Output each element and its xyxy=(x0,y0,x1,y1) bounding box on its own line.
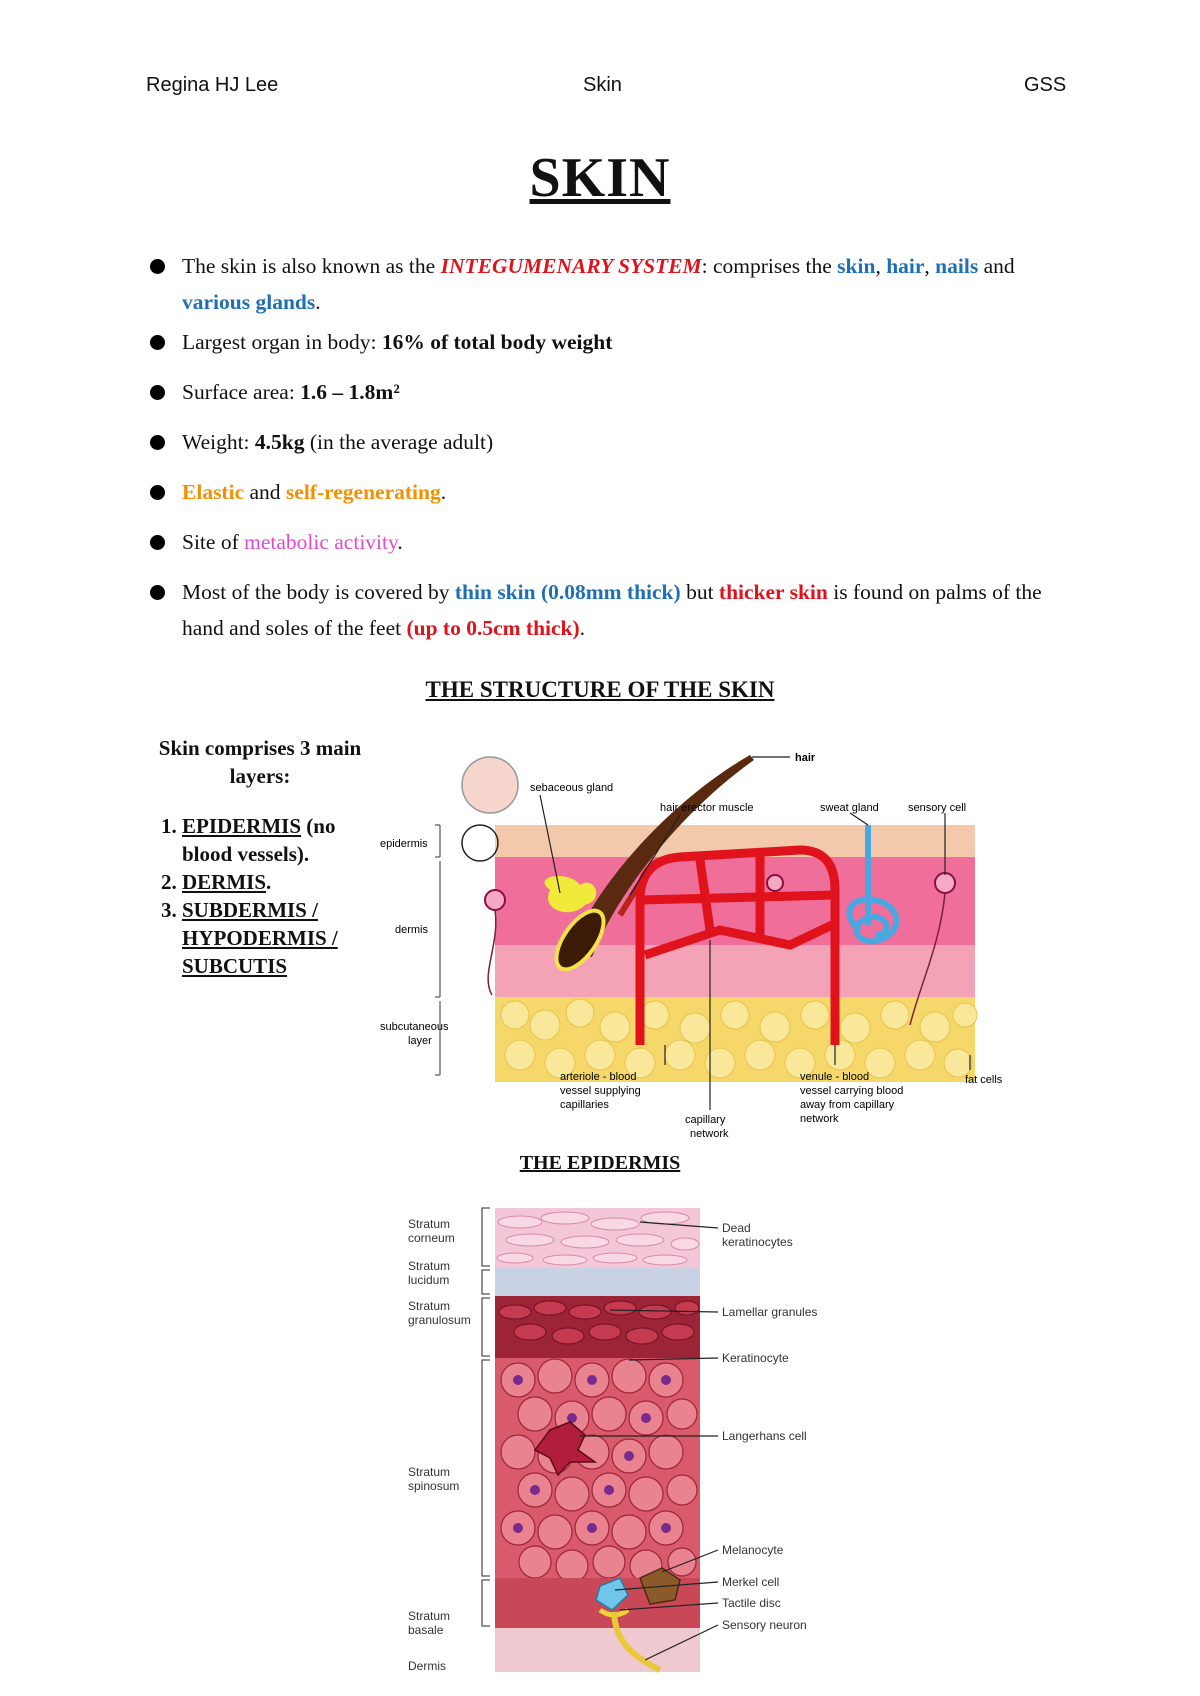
stratum-lucidum-band xyxy=(495,1268,700,1296)
label-stratum-granulosum: Stratum xyxy=(408,1299,451,1313)
label-stratum-corneum: Stratum xyxy=(408,1217,451,1231)
label-stratum-spinosum: Stratum xyxy=(408,1465,451,1479)
bullet-icon xyxy=(150,535,165,550)
label-sweat: sweat gland xyxy=(820,802,879,814)
fact-surface-area: Surface area: 1.6 – 1.8m² xyxy=(150,374,1060,410)
label-dead-keratinocytes-2: keratinocytes xyxy=(722,1235,793,1249)
layer-item: 3. SUBDERMIS / HYPODERMIS / SUBCUTIS xyxy=(182,896,380,980)
label-keratinocyte: Keratinocyte xyxy=(722,1351,789,1365)
label-subcut: subcutaneous xyxy=(380,1021,449,1033)
label-epidermis: epidermis xyxy=(380,838,428,850)
label-venule-3: away from capillary xyxy=(800,1099,895,1111)
header-school: GSS xyxy=(1024,74,1067,96)
fact-thickness: Most of the body is covered by thin skin (0.08mm thick) but thicker skin is found on palms of the hand and soles of the feet (up to 0.5cm thick). xyxy=(150,574,1060,646)
label-stratum-corneum-2: corneum xyxy=(408,1231,455,1245)
header-author: Regina HJ Lee xyxy=(146,74,279,96)
label-arteriole-2: vessel supplying xyxy=(560,1085,641,1097)
zoom-circle-small xyxy=(462,825,498,861)
sensory-cell xyxy=(935,873,955,893)
label-melanocyte: Melanocyte xyxy=(722,1543,784,1557)
bullet-icon xyxy=(150,385,165,400)
epidermis-diagram xyxy=(400,1200,860,1680)
label-dermis: Dermis xyxy=(408,1659,446,1673)
label-sensory: sensory cell xyxy=(908,802,967,814)
integumentary-term: INTEGUMENARY SYSTEM xyxy=(440,254,702,278)
dermis-band xyxy=(495,1628,700,1672)
label-stratum-lucidum-2: lucidum xyxy=(408,1273,450,1287)
skin-structure-diagram xyxy=(380,725,1020,1145)
fact-elastic: Elastic and self-regenerating. xyxy=(150,474,1060,510)
facts-list xyxy=(150,248,1060,646)
bullet-icon xyxy=(150,485,165,500)
layer-item: 1. EPIDERMIS (no blood vessels). xyxy=(182,812,380,868)
zoom-circle-large xyxy=(462,757,518,813)
layers-intro: Skin comprises 3 main layers: xyxy=(158,736,362,788)
bullet-icon xyxy=(150,435,165,450)
label-sebaceous: sebaceous gland xyxy=(530,782,614,794)
label-hair: hair xyxy=(795,752,816,764)
bullet-icon xyxy=(150,335,165,350)
fact-largest-organ: Largest organ in body: 16% of total body weight xyxy=(150,324,1060,360)
layer-item: 2. DERMIS. xyxy=(182,868,380,896)
label-capillary: capillary xyxy=(685,1114,726,1126)
layers-list xyxy=(140,812,380,980)
page-title: SKIN xyxy=(529,147,671,209)
header-topic: Skin xyxy=(583,74,622,96)
label-stratum-spinosum-2: spinosum xyxy=(408,1479,460,1493)
label-stratum-lucidum: Stratum xyxy=(408,1259,451,1273)
bullet-icon xyxy=(150,585,165,600)
layers-summary xyxy=(140,734,380,980)
structure-heading: THE STRUCTURE OF THE SKIN xyxy=(425,677,775,702)
label-erector: hair erector muscle xyxy=(660,802,754,814)
epidermis-heading: THE EPIDERMIS xyxy=(519,1152,681,1174)
label-lamellar-granules: Lamellar granules xyxy=(722,1305,818,1319)
bullet-icon xyxy=(150,259,165,274)
label-sensory-neuron: Sensory neuron xyxy=(722,1618,807,1632)
fact-metabolic: Site of metabolic activity. xyxy=(150,524,1060,560)
label-stratum-basale-2: basale xyxy=(408,1623,444,1637)
label-arteriole-3: capillaries xyxy=(560,1099,609,1111)
label-arteriole: arteriole - blood xyxy=(560,1071,637,1083)
sensory-cell xyxy=(485,890,505,910)
label-stratum-basale: Stratum xyxy=(408,1609,451,1623)
label-tactile-disc: Tactile disc xyxy=(722,1596,781,1610)
fact-weight: Weight: 4.5kg (in the average adult) xyxy=(150,424,1060,460)
label-merkel-cell: Merkel cell xyxy=(722,1575,780,1589)
label-langerhans-cell: Langerhans cell xyxy=(722,1429,807,1443)
label-venule-2: vessel carrying blood xyxy=(800,1085,904,1097)
label-capillary-2: network xyxy=(690,1128,729,1140)
fact-integumentary: The skin is also known as the INTEGUMENARY SYSTEM: comprises the skin, hair, nails and various glands. xyxy=(150,248,1060,320)
label-stratum-granulosum-2: granulosum xyxy=(408,1313,471,1327)
label-fat: fat cells xyxy=(965,1074,1003,1086)
label-venule-4: network xyxy=(800,1113,839,1125)
label-venule: venule - blood xyxy=(800,1071,870,1083)
label-dermis: dermis xyxy=(395,924,429,936)
label-dead-keratinocytes: Dead xyxy=(722,1221,751,1235)
sensory-cell xyxy=(767,875,783,891)
label-subcut-2: layer xyxy=(408,1035,432,1047)
